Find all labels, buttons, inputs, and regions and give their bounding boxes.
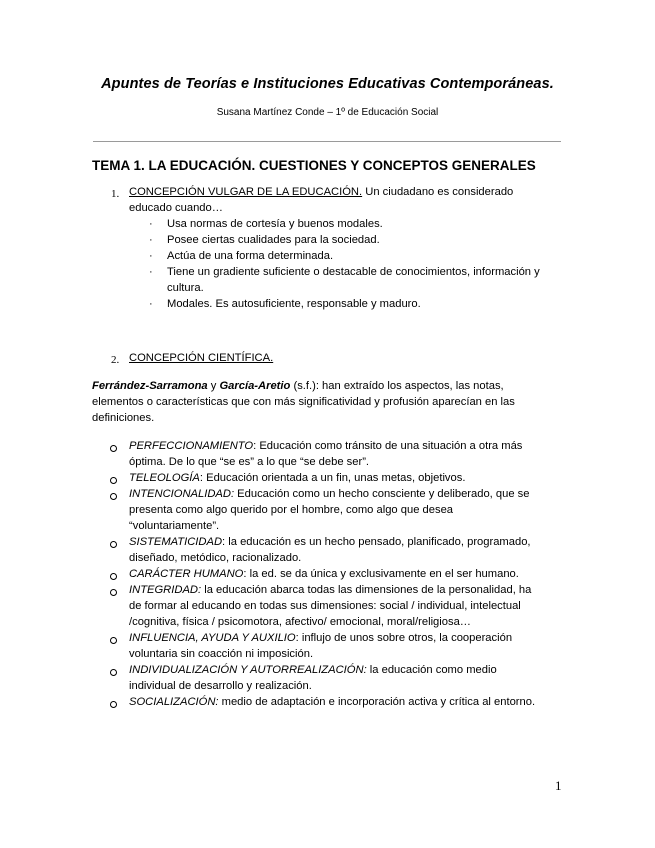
- concept-text: óptima. De lo que “se es” a lo que “se debe ser”.: [129, 456, 370, 468]
- concept-text: la educación abarca todas las dimensiones de la personalidad, ha: [201, 584, 532, 596]
- concept-item: [129, 568, 519, 580]
- concept-text: presenta como algo querido por el hombre, como algo que desea: [129, 504, 454, 516]
- concept-item: [129, 696, 535, 708]
- concept-item: [129, 536, 531, 548]
- bullet-text: Modales. Es autosuficiente, responsable y maduro.: [167, 298, 421, 310]
- section-title: TEMA 1. LA EDUCACIÓN. CUESTIONES Y CONCEPTOS GENERALES: [92, 158, 536, 173]
- bullet-dot: ·: [149, 218, 153, 230]
- item-intro-text: Un ciudadano es considerado: [362, 186, 514, 198]
- paragraph-text: elementos o características que con más significatividad y profusión aparecían en las: [92, 396, 515, 408]
- header-separator: [93, 141, 561, 142]
- concept-term: TELEOLOGÍA: [129, 472, 200, 484]
- item-intro-text: educado cuando…: [129, 202, 223, 214]
- concept-text: medio de adaptación e incorporación activa y crítica al entorno.: [218, 696, 536, 708]
- authors-paragraph-line: [92, 380, 504, 392]
- concept-text: la educación como medio: [366, 664, 497, 676]
- circle-bullet: [110, 669, 117, 676]
- bullet-dot: ·: [149, 266, 153, 278]
- bullet-dot: ·: [149, 234, 153, 246]
- concept-text: : la educación es un hecho pensado, planificado, programado,: [222, 536, 531, 548]
- author-name: Ferrández-Sarramona: [92, 380, 208, 392]
- circle-bullet: [110, 493, 117, 500]
- document-title: Apuntes de Teorías e Instituciones Educativas Contemporáneas.: [101, 76, 554, 92]
- bullet-text: Posee ciertas cualidades para la sociedad.: [167, 234, 380, 246]
- concept-term: CARÁCTER HUMANO: [129, 568, 244, 580]
- circle-bullet: [110, 637, 117, 644]
- concept-item: [129, 472, 465, 484]
- circle-bullet: [110, 477, 117, 484]
- concept-text: : influjo de unos sobre otros, la cooperación: [295, 632, 513, 644]
- item-number: 2.: [111, 354, 120, 366]
- concept-term: INTENCIONALIDAD:: [129, 488, 235, 500]
- concept-term: PERFECCIONAMIENTO: [129, 440, 254, 452]
- bullet-text-continued: cultura.: [167, 282, 204, 294]
- concept-text: Educación como un hecho consciente y deliberado, que se: [234, 488, 530, 500]
- item-number: 1.: [111, 188, 120, 200]
- concept-text: voluntaria sin coacción ni imposición.: [129, 648, 314, 660]
- author-name: García-Aretio: [219, 380, 291, 392]
- circle-bullet: [110, 589, 117, 596]
- concept-text: : la ed. se da única y exclusivamente en el ser humano.: [243, 568, 519, 580]
- concept-term: SOCIALIZACIÓN:: [129, 696, 219, 708]
- item-heading-text: CONCEPCIÓN CIENTÍFICA.: [129, 352, 274, 364]
- concept-item: [129, 632, 512, 644]
- page-number: 1: [555, 778, 562, 793]
- item-intro-line: [129, 186, 513, 198]
- document-subtitle: Susana Martínez Conde – 1º de Educación Social: [216, 107, 439, 118]
- concept-item: [129, 488, 529, 500]
- bullet-text: Usa normas de cortesía y buenos modales.: [167, 218, 383, 230]
- item-heading: CONCEPCIÓN VULGAR DE LA EDUCACIÓN.: [129, 186, 363, 198]
- concept-text: diseñado, metódico, racionalizado.: [129, 552, 302, 564]
- concept-term: INFLUENCIA, AYUDA Y AUXILIO: [129, 632, 296, 644]
- circle-bullet: [110, 701, 117, 708]
- concept-text: : Educación orientada a un fin, unas metas, objetivos.: [199, 472, 466, 484]
- author-conjunction: y: [207, 380, 220, 392]
- concept-text: “voluntariamente”.: [129, 520, 220, 532]
- concept-text: individual de desarrollo y realización.: [129, 680, 312, 692]
- concept-term: INTEGRIDAD:: [129, 584, 202, 596]
- bullet-dot: ·: [149, 250, 153, 262]
- circle-bullet: [110, 445, 117, 452]
- bullet-dot: ·: [149, 298, 153, 310]
- concept-term: INDIVIDUALIZACIÓN Y AUTORREALIZACIÓN:: [129, 664, 367, 676]
- concept-text: /cognitiva, física / psicomotora, afectivo/ emocional, moral/religiosa…: [129, 616, 471, 628]
- concept-text: : Educación como tránsito de una situación a otra más: [253, 440, 523, 452]
- concept-term: SISTEMATICIDAD: [129, 536, 223, 548]
- concept-item: [129, 584, 531, 596]
- concept-item: [129, 664, 497, 676]
- circle-bullet: [110, 541, 117, 548]
- paragraph-text: (s.f.): han extraído los aspectos, las notas,: [290, 380, 504, 392]
- circle-bullet: [110, 573, 117, 580]
- bullet-text: Tiene un gradiente suficiente o destacable de conocimientos, información y: [167, 266, 540, 278]
- concept-text: de formar al educando en todas sus dimensiones: social / individual, intelectual: [129, 600, 521, 612]
- paragraph-text: definiciones.: [92, 412, 155, 424]
- concept-item: [129, 440, 522, 452]
- item-heading: [129, 352, 273, 364]
- bullet-text: Actúa de una forma determinada.: [167, 250, 334, 262]
